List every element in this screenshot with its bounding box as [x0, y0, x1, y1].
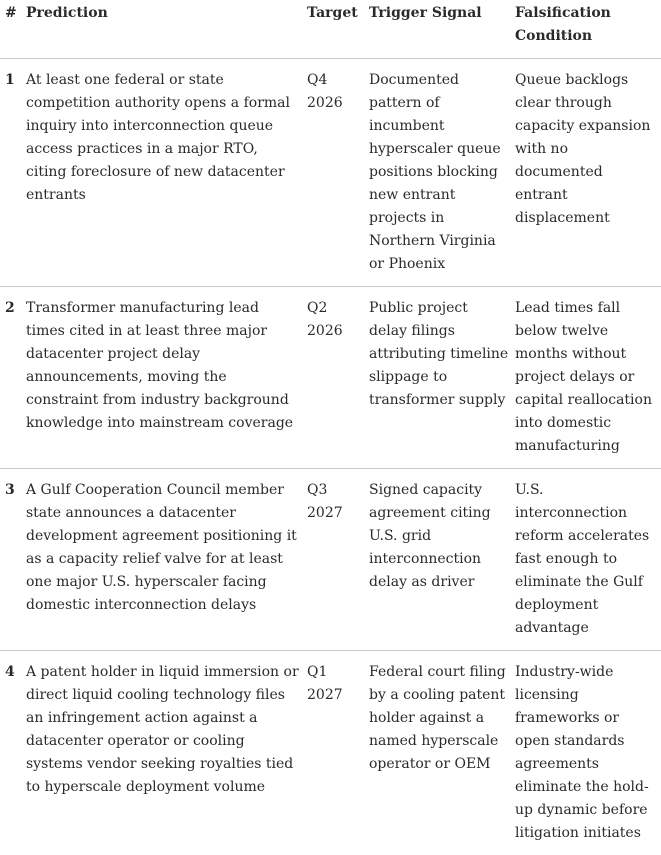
prediction-cell: A Gulf Cooperation Council member state announces a datacenter development agreement positioning it as a capacity relief valve for at least one major U.S. hyperscaler facing domestic interconnection delays	[26, 469, 307, 651]
trigger-cell: Signed capacity agreement citing U.S. grid interconnection delay as driver	[369, 469, 515, 651]
row-number: 3	[0, 469, 26, 651]
row-number: 4	[0, 651, 26, 855]
prediction-cell: Transformer manufacturing lead times cited in at least three major datacenter project delay announcements, moving the constraint from industry background knowledge into mainstream coverage	[26, 287, 307, 469]
table-header-row	[0, 0, 661, 59]
target-cell: Q3 2027	[307, 469, 369, 651]
table-row	[0, 59, 661, 287]
header-trigger-signal: Trigger Signal	[369, 0, 515, 59]
table-row	[0, 469, 661, 651]
trigger-cell: Documented pattern of incumbent hyperscaler queue positions blocking new entrant projects in Northern Virginia or Phoenix	[369, 59, 515, 287]
trigger-cell: Public project delay filings attributing timeline slippage to transformer supply	[369, 287, 515, 469]
header-prediction: Prediction	[26, 0, 307, 59]
row-number: 2	[0, 287, 26, 469]
table-row	[0, 287, 661, 469]
table-row	[0, 651, 661, 855]
header-falsification-condition: Falsification Condition	[515, 0, 661, 59]
target-cell: Q4 2026	[307, 59, 369, 287]
prediction-cell: At least one federal or state competition authority opens a formal inquiry into interconnection queue access practices in a major RTO, citing foreclosure of new datacenter entrants	[26, 59, 307, 287]
falsification-cell: U.S. interconnection reform accelerates fast enough to eliminate the Gulf deployment advantage	[515, 469, 661, 651]
target-cell: Q1 2027	[307, 651, 369, 855]
prediction-cell: A patent holder in liquid immersion or direct liquid cooling technology files an infringement action against a datacenter operator or cooling systems vendor seeking royalties tied to hyperscale deployment volume	[26, 651, 307, 855]
falsification-cell: Lead times fall below twelve months without project delays or capital reallocation into domestic manufacturing	[515, 287, 661, 469]
header-target: Target	[307, 0, 369, 59]
falsification-cell: Queue backlogs clear through capacity expansion with no documented entrant displacement	[515, 59, 661, 287]
falsification-cell: Industry-wide licensing frameworks or open standards agreements eliminate the hold-up dynamic before litigation initiates	[515, 651, 661, 855]
header-number: #	[0, 0, 26, 59]
target-cell: Q2 2026	[307, 287, 369, 469]
trigger-cell: Federal court filing by a cooling patent holder against a named hyperscale operator or OEM	[369, 651, 515, 855]
row-number: 1	[0, 59, 26, 287]
